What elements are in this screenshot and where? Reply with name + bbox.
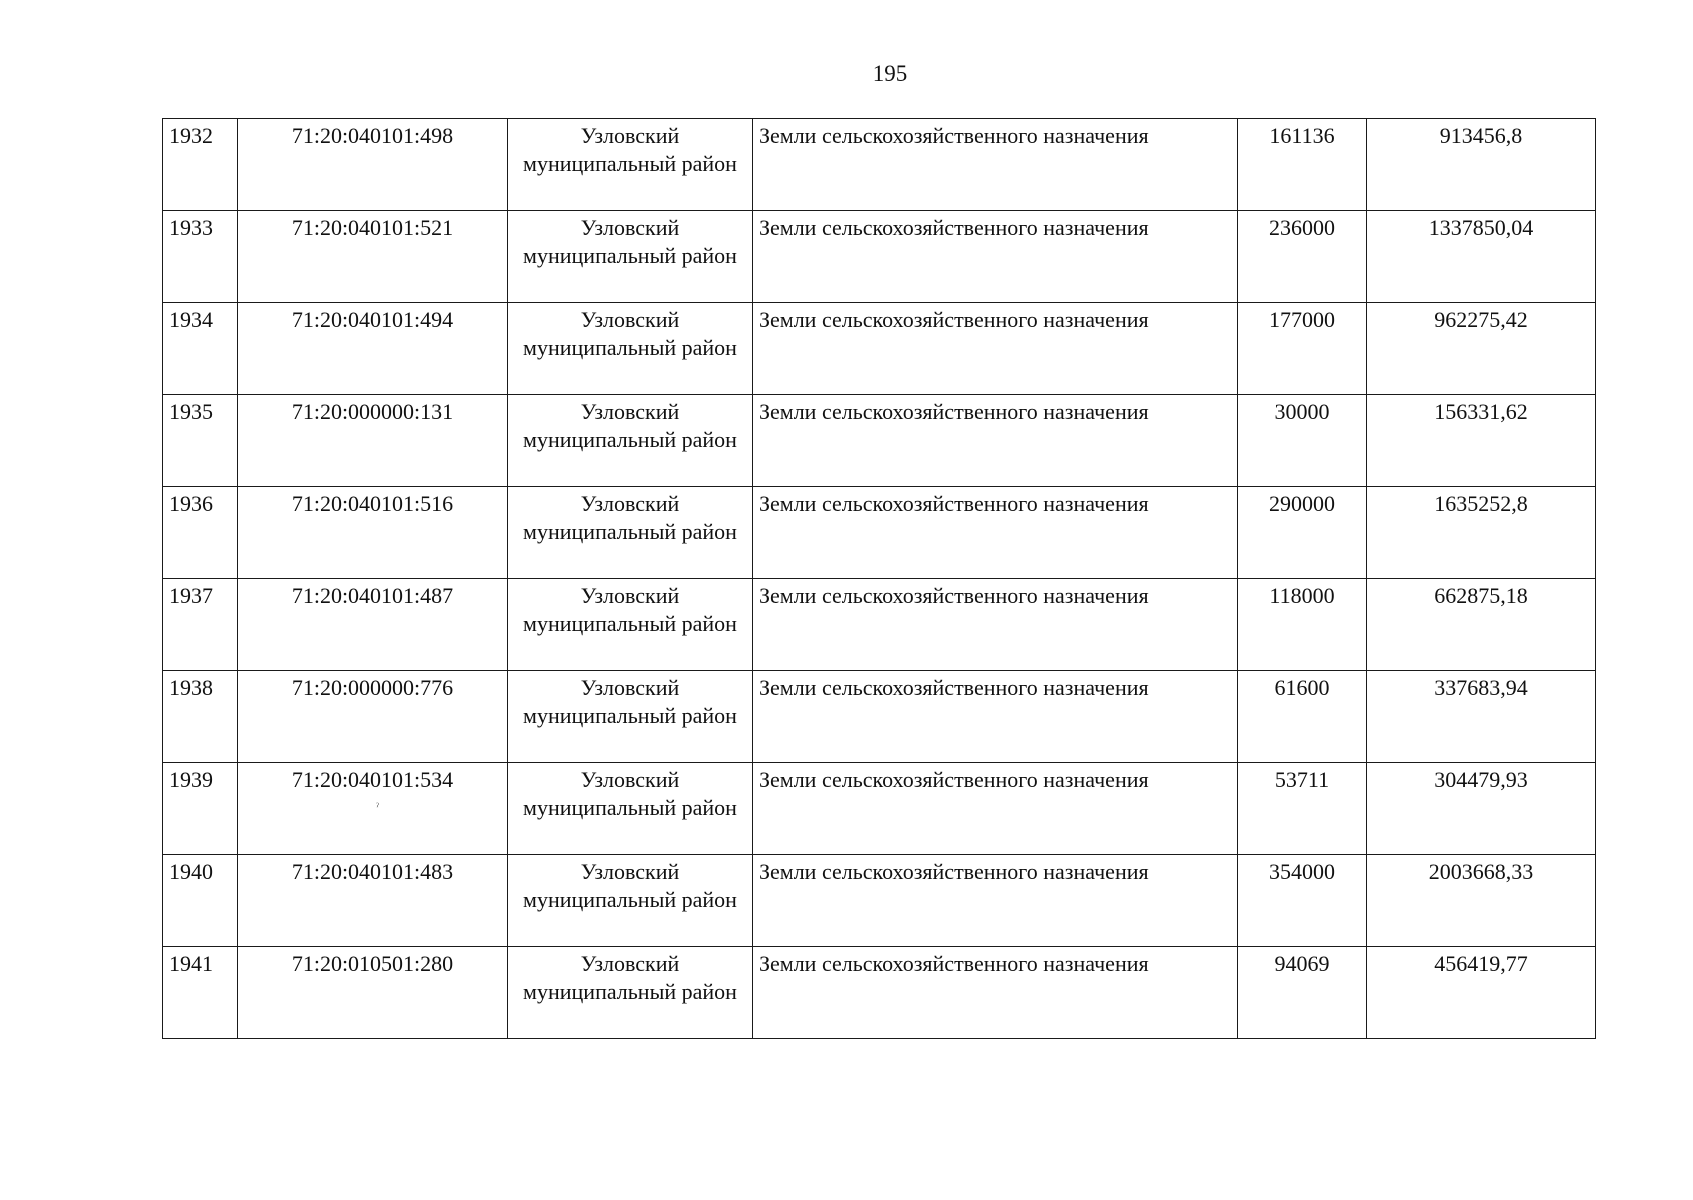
municipality: Узловский муниципальный район [508,947,753,1039]
cadastral-number: 71:20:000000:131 [238,395,508,487]
row-number: 1941 [163,947,238,1039]
municipality: Узловский муниципальный район [508,763,753,855]
land-register-table [162,118,1596,1039]
table-row [163,763,1596,855]
cadastral-value: 156331,62 [1367,395,1596,487]
table-row [163,947,1596,1039]
land-category: Земли сельскохозяйственного назначения [753,579,1238,671]
cadastral-number: 71:20:040101:534 [291,767,454,792]
area: 161136 [1238,119,1367,211]
row-number: 1936 [163,487,238,579]
cadastral-number-cell [238,763,508,855]
cadastral-number: 71:20:040101:498 [238,119,508,211]
land-category: Земли сельскохозяйственного назначения [753,119,1238,211]
table-row [163,855,1596,947]
area: 236000 [1238,211,1367,303]
row-number: 1935 [163,395,238,487]
row-number: 1932 [163,119,238,211]
land-category: Земли сельскохозяйственного назначения [753,395,1238,487]
cadastral-value: 662875,18 [1367,579,1596,671]
page-number: 195 [872,61,908,86]
table-row [163,119,1596,211]
land-category: Земли сельскохозяйственного назначения [753,211,1238,303]
area: 290000 [1238,487,1367,579]
cadastral-number: 71:20:040101:487 [238,579,508,671]
row-number: 1939 [163,763,238,855]
cadastral-number: 71:20:010501:280 [238,947,508,1039]
municipality: Узловский муниципальный район [508,487,753,579]
cadastral-value: 456419,77 [1367,947,1596,1039]
municipality: Узловский муниципальный район [508,579,753,671]
municipality: Узловский муниципальный район [508,395,753,487]
cadastral-number: 71:20:000000:776 [238,671,508,763]
table-row [163,395,1596,487]
row-number: 1940 [163,855,238,947]
land-category: Земли сельскохозяйственного назначения [753,303,1238,395]
land-category: Земли сельскохозяйственного назначения [753,671,1238,763]
land-category: Земли сельскохозяйственного назначения [753,763,1238,855]
cadastral-value: 913456,8 [1367,119,1596,211]
cadastral-number: 71:20:040101:494 [238,303,508,395]
municipality: Узловский муниципальный район [508,855,753,947]
area: 177000 [1238,303,1367,395]
cadastral-number: 71:20:040101:521 [238,211,508,303]
table-row [163,303,1596,395]
row-number: 1937 [163,579,238,671]
row-number: 1938 [163,671,238,763]
area: 354000 [1238,855,1367,947]
table-row [163,487,1596,579]
municipality: Узловский муниципальный район [508,211,753,303]
land-category: Земли сельскохозяйственного назначения [753,855,1238,947]
land-category: Земли сельскохозяйственного назначения [753,947,1238,1039]
land-category: Земли сельскохозяйственного назначения [753,487,1238,579]
table-row [163,579,1596,671]
municipality: Узловский муниципальный район [508,119,753,211]
cadastral-value: 962275,42 [1367,303,1596,395]
scan-speck-mark: ˀ [376,801,379,813]
area: 61600 [1238,671,1367,763]
cadastral-value: 337683,94 [1367,671,1596,763]
cadastral-value: 2003668,33 [1367,855,1596,947]
cadastral-number: 71:20:040101:483 [238,855,508,947]
table-row [163,671,1596,763]
municipality: Узловский муниципальный район [508,671,753,763]
cadastral-value: 304479,93 [1367,763,1596,855]
area: 118000 [1238,579,1367,671]
area: 30000 [1238,395,1367,487]
cadastral-value: 1635252,8 [1367,487,1596,579]
row-number: 1934 [163,303,238,395]
cadastral-value: 1337850,04 [1367,211,1596,303]
cadastral-number: 71:20:040101:516 [238,487,508,579]
row-number: 1933 [163,211,238,303]
area: 53711 [1238,763,1367,855]
area: 94069 [1238,947,1367,1039]
table-row [163,211,1596,303]
municipality: Узловский муниципальный район [508,303,753,395]
